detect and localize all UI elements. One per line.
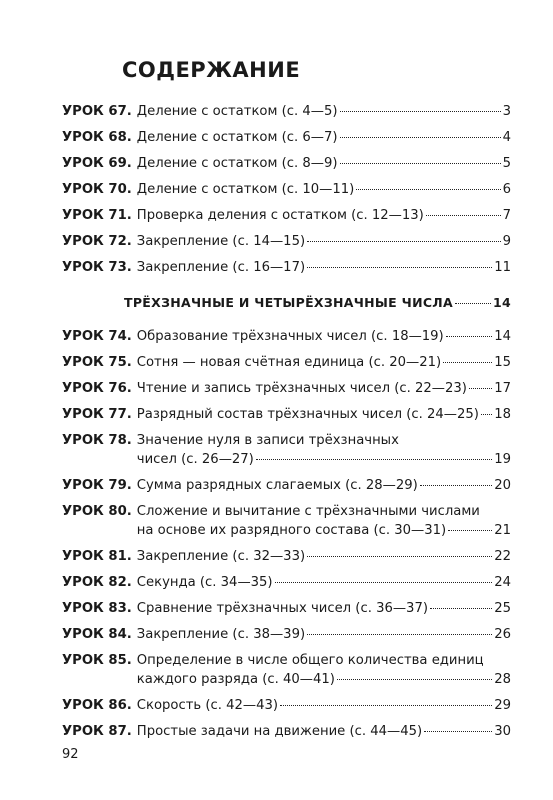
page-number: 25	[494, 601, 511, 616]
dot-leader	[420, 485, 492, 486]
dot-leader	[256, 459, 492, 460]
dot-leader	[443, 362, 492, 363]
toc-entry	[62, 327, 511, 346]
lesson-label: УРОК 73.	[62, 260, 132, 275]
dot-leader	[455, 303, 491, 304]
lesson-title-line2: на основе их разрядного состава (с. 30—31)	[136, 523, 447, 538]
dot-leader	[307, 634, 492, 635]
toc-entry	[62, 502, 511, 540]
toc-entry	[62, 547, 511, 566]
lesson-title: Определение в числе общего количества единиц	[136, 653, 484, 668]
dot-leader	[426, 215, 501, 216]
dot-leader	[307, 267, 492, 268]
toc-entry	[62, 128, 511, 147]
page-number: 7	[502, 208, 511, 223]
lesson-title: Деление с остатком (с. 8—9)	[136, 156, 338, 171]
lesson-label: УРОК 80.	[62, 504, 132, 519]
lesson-label: УРОК 68.	[62, 130, 132, 145]
lesson-title: Сложение и вычитание с трёхзначными числами	[136, 504, 480, 519]
lesson-title: Закрепление (с. 32—33)	[136, 549, 306, 564]
dot-leader	[356, 189, 500, 190]
lesson-title: Секунда (с. 34—35)	[136, 575, 273, 590]
page-number: 18	[494, 407, 511, 422]
lesson-title: Разрядный состав трёхзначных чисел (с. 24—25)	[136, 407, 479, 422]
toc-entry	[62, 573, 511, 592]
toc-entry	[62, 102, 511, 121]
lesson-label: УРОК 74.	[62, 329, 132, 344]
dot-leader	[424, 731, 492, 732]
page-number: 30	[494, 724, 511, 739]
dot-leader	[340, 111, 501, 112]
page-number: 6	[502, 182, 511, 197]
toc-entry	[62, 232, 511, 251]
lesson-label: УРОК 85.	[62, 653, 132, 668]
dot-leader	[340, 137, 501, 138]
lesson-label: УРОК 86.	[62, 698, 132, 713]
page-footer-number: 92	[62, 747, 79, 762]
lesson-label: УРОК 72.	[62, 234, 132, 249]
lesson-label: УРОК 75.	[62, 355, 132, 370]
page-number: 24	[494, 575, 511, 590]
toc-entry	[62, 722, 511, 741]
lesson-title-continued	[137, 450, 511, 469]
dot-leader	[430, 608, 492, 609]
toc-entry	[62, 258, 511, 277]
lesson-title: Деление с остатком (с. 4—5)	[136, 104, 338, 119]
lesson-label: УРОК 69.	[62, 156, 132, 171]
page-number: 14	[494, 329, 511, 344]
lesson-title: Закрепление (с. 38—39)	[136, 627, 306, 642]
toc-entry	[62, 696, 511, 715]
section-title: ТРЁХЗНАЧНЫЕ И ЧЕТЫРЁХЗНАЧНЫЕ ЧИСЛА	[124, 295, 453, 310]
dot-leader	[340, 163, 501, 164]
page-number: 5	[502, 156, 511, 171]
dot-leader	[448, 530, 492, 531]
lesson-title: Простые задачи на движение (с. 44—45)	[136, 724, 423, 739]
lesson-label: УРОК 71.	[62, 208, 132, 223]
page-number: 19	[494, 452, 511, 467]
lesson-label: УРОК 81.	[62, 549, 132, 564]
lesson-title: Деление с остатком (с. 10—11)	[136, 182, 355, 197]
page-title: СОДЕРЖАНИЕ	[122, 58, 301, 82]
page-number: 15	[494, 355, 511, 370]
lesson-label: УРОК 78.	[62, 433, 132, 448]
dot-leader	[446, 336, 493, 337]
lesson-label: УРОК 70.	[62, 182, 132, 197]
page-number: 20	[494, 478, 511, 493]
lesson-title-line2: каждого разряда (с. 40—41)	[136, 672, 335, 687]
toc-entry	[62, 651, 511, 689]
page-number: 22	[494, 549, 511, 564]
toc-entry	[62, 180, 511, 199]
lesson-title: Закрепление (с. 14—15)	[136, 234, 306, 249]
toc-entry	[62, 476, 511, 495]
dot-leader	[275, 582, 493, 583]
page-number: 28	[494, 672, 511, 687]
lesson-title: Сотня — новая счётная единица (с. 20—21)	[136, 355, 442, 370]
lesson-title: Проверка деления с остатком (с. 12—13)	[136, 208, 424, 223]
lesson-title: Значение нуля в записи трёхзначных	[136, 433, 399, 448]
page-number: 9	[502, 234, 511, 249]
lesson-title: Чтение и запись трёхзначных чисел (с. 22—23)	[136, 381, 467, 396]
lesson-title: Закрепление (с. 16—17)	[136, 260, 306, 275]
lesson-title: Деление с остатком (с. 6—7)	[136, 130, 338, 145]
lesson-label: УРОК 79.	[62, 478, 132, 493]
toc-entry	[62, 431, 511, 469]
lesson-label: УРОК 84.	[62, 627, 132, 642]
dot-leader	[280, 705, 492, 706]
page-number: 4	[502, 130, 511, 145]
section-heading	[124, 293, 511, 312]
lesson-title: Сумма разрядных слагаемых (с. 28—29)	[136, 478, 418, 493]
toc-entry	[62, 154, 511, 173]
toc-entry	[62, 625, 511, 644]
dot-leader	[481, 414, 492, 415]
page-number: 11	[494, 260, 511, 275]
lesson-title: Образование трёхзначных чисел (с. 18—19)	[136, 329, 444, 344]
lesson-label: УРОК 77.	[62, 407, 132, 422]
page-number: 29	[494, 698, 511, 713]
lesson-title-continued	[137, 670, 511, 689]
toc-entry	[62, 405, 511, 424]
toc-entry	[62, 353, 511, 372]
lesson-title: Скорость (с. 42—43)	[136, 698, 279, 713]
lesson-label: УРОК 83.	[62, 601, 132, 616]
dot-leader	[469, 388, 492, 389]
page-number: 3	[502, 104, 511, 119]
dot-leader	[337, 679, 492, 680]
lesson-title: Сравнение трёхзначных чисел (с. 36—37)	[136, 601, 428, 616]
lesson-title-continued	[137, 521, 511, 540]
page-number: 21	[494, 523, 511, 538]
lesson-label: УРОК 67.	[62, 104, 132, 119]
toc-entry	[62, 599, 511, 618]
page-number: 17	[494, 381, 511, 396]
lesson-title-line2: чисел (с. 26—27)	[136, 452, 254, 467]
lesson-label: УРОК 87.	[62, 724, 132, 739]
toc-entry	[62, 206, 511, 225]
dot-leader	[307, 556, 492, 557]
toc-entry	[62, 379, 511, 398]
page-number: 26	[494, 627, 511, 642]
lesson-label: УРОК 82.	[62, 575, 132, 590]
lesson-label: УРОК 76.	[62, 381, 132, 396]
dot-leader	[307, 241, 501, 242]
section-page-number: 14	[493, 295, 511, 310]
